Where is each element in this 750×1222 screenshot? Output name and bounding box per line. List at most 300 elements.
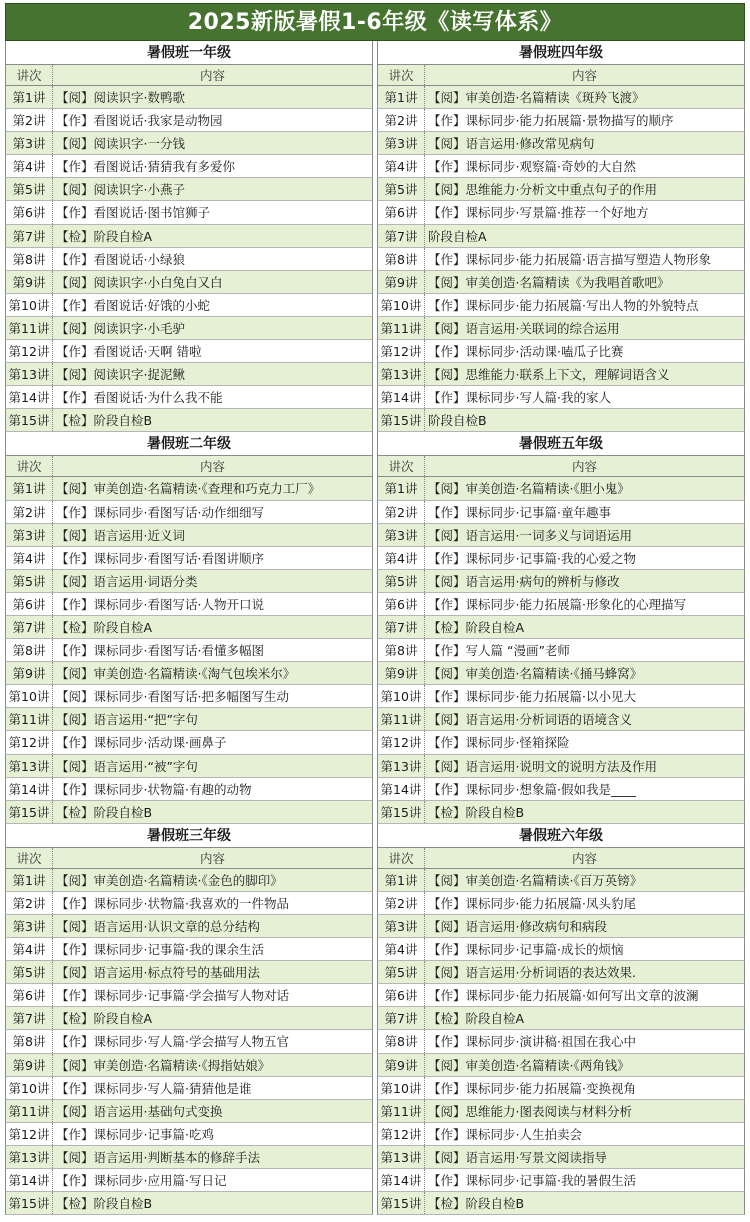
lecture-content: 【作】课标同步·活动课·嗑瓜子比赛 bbox=[428, 344, 624, 360]
lecture-content: 【作】看图说话·猜猜我有多爱你 bbox=[56, 159, 235, 175]
lecture-content: 【阅】语言运用·“被”字句 bbox=[56, 758, 198, 774]
table-row bbox=[377, 570, 745, 593]
lecture-content: 【阅】语言运用·认识文章的总分结构 bbox=[56, 919, 260, 934]
table-row bbox=[377, 524, 745, 547]
table-row bbox=[5, 409, 373, 432]
table-row bbox=[377, 938, 745, 961]
lecture-content: 【作】看图说话·好饿的小蛇 bbox=[56, 297, 210, 313]
table-row bbox=[377, 363, 745, 386]
header-content: 内容 bbox=[571, 68, 597, 83]
lecture-number: 第9讲 bbox=[6, 271, 53, 293]
table-row bbox=[5, 892, 373, 915]
table-row bbox=[377, 317, 745, 340]
table-body bbox=[5, 869, 373, 1215]
lecture-content: 【作】课标同步·记事篇·童年趣事 bbox=[428, 504, 611, 520]
lecture-number: 第7讲 bbox=[6, 1007, 53, 1029]
table-header bbox=[377, 848, 745, 869]
table-row bbox=[5, 662, 373, 685]
lecture-number: 第12讲 bbox=[6, 1123, 53, 1145]
table-row bbox=[5, 248, 373, 271]
lecture-number: 第10讲 bbox=[378, 1077, 425, 1099]
curriculum-grid bbox=[5, 41, 745, 1215]
table-row bbox=[377, 616, 745, 639]
lecture-number: 第6讲 bbox=[6, 593, 53, 615]
lecture-content: 【阅】审美创造·名篇精读《斑羚飞渡》 bbox=[428, 90, 645, 105]
lecture-content: 【检】阶段自检B bbox=[428, 804, 525, 820]
table-row bbox=[377, 1100, 745, 1123]
table-row bbox=[5, 570, 373, 593]
table-row bbox=[377, 271, 745, 294]
lecture-content: 【作】看图说话·我家是动物园 bbox=[56, 113, 223, 129]
lecture-content: 【作】课标同步·写人篇·我的家人 bbox=[428, 390, 611, 406]
table-row bbox=[377, 639, 745, 662]
grade-title: 暑假班六年级 bbox=[377, 824, 745, 848]
lecture-content: 【作】看图说话·图书馆狮子 bbox=[56, 205, 210, 221]
lecture-content: 【阅】语言运用·分析词语的语境含义 bbox=[428, 712, 632, 728]
lecture-content: 【作】课标同步·想象篇·假如我是____ bbox=[428, 781, 636, 797]
lecture-number: 第6讲 bbox=[378, 201, 425, 223]
lecture-number: 第9讲 bbox=[6, 1054, 53, 1076]
lecture-content: 【阅】语言运用·标点符号的基础用法 bbox=[56, 965, 260, 981]
lecture-number: 第3讲 bbox=[6, 132, 53, 154]
lecture-number: 第2讲 bbox=[6, 109, 53, 131]
table-row bbox=[5, 1123, 373, 1146]
lecture-number: 第5讲 bbox=[378, 570, 425, 592]
lecture-content: 【检】阶段自检A bbox=[56, 619, 153, 635]
lecture-number: 第6讲 bbox=[378, 984, 425, 1006]
lecture-content: 【作】课标同步·活动课·画鼻子 bbox=[56, 735, 227, 751]
table-row bbox=[377, 685, 745, 708]
table-row bbox=[377, 892, 745, 915]
lecture-content: 【阅】语言运用·修改病句和病段 bbox=[428, 919, 607, 934]
lecture-number: 第8讲 bbox=[6, 248, 53, 270]
table-row bbox=[5, 731, 373, 754]
lecture-content: 【阅】语言运用·一词多义与词语运用 bbox=[428, 527, 632, 543]
table-row bbox=[5, 86, 373, 109]
header-content: 内容 bbox=[571, 459, 597, 475]
lecture-content: 【阅】阅读识字·小白兔白又白 bbox=[56, 274, 223, 290]
lecture-number: 第6讲 bbox=[378, 593, 425, 615]
lecture-content: 【检】阶段自检A bbox=[56, 228, 153, 244]
lecture-content: 【阅】思维能力·分析文中重点句子的作用 bbox=[428, 182, 657, 198]
lecture-number: 第13讲 bbox=[6, 755, 53, 777]
lecture-number: 第1讲 bbox=[378, 869, 425, 891]
table-row bbox=[377, 984, 745, 1007]
table-row bbox=[5, 1146, 373, 1169]
lecture-content: 【作】课标同步·记事篇·成长的烦恼 bbox=[428, 942, 624, 958]
lecture-number: 第4讲 bbox=[378, 547, 425, 569]
lecture-number: 第13讲 bbox=[6, 1146, 53, 1168]
lecture-content: 【作】看图说话·小绿狼 bbox=[56, 251, 185, 267]
lecture-number: 第5讲 bbox=[378, 178, 425, 200]
table-row bbox=[377, 1054, 745, 1077]
header-lecture: 讲次 bbox=[6, 65, 53, 85]
table-body bbox=[377, 869, 745, 1215]
lecture-number: 第3讲 bbox=[378, 915, 425, 937]
table-row bbox=[5, 317, 373, 340]
page-title: 2025新版暑假1-6年级《读写体系》 bbox=[5, 3, 745, 41]
lecture-number: 第4讲 bbox=[6, 155, 53, 177]
right-column bbox=[377, 41, 745, 1215]
lecture-number: 第7讲 bbox=[6, 616, 53, 638]
lecture-number: 第7讲 bbox=[378, 616, 425, 638]
header-lecture: 讲次 bbox=[6, 848, 53, 868]
table-row bbox=[377, 1007, 745, 1030]
table-row bbox=[5, 961, 373, 984]
table-row bbox=[377, 340, 745, 363]
lecture-number: 第11讲 bbox=[378, 708, 425, 730]
lecture-content: 【阅】审美创造·名篇精读·《胆小鬼》 bbox=[428, 481, 630, 497]
lecture-content: 【作】课标同步·写景篇·推荐一个好地方 bbox=[428, 205, 649, 221]
lecture-number: 第2讲 bbox=[6, 501, 53, 523]
lecture-content: 【作】课标同步·记事篇·我的课余生活 bbox=[56, 942, 264, 958]
lecture-content: 【阅】语言运用·词语分类 bbox=[56, 573, 198, 589]
lecture-content: 【阅】审美创造·名篇精读·《金色的脚印》 bbox=[56, 872, 283, 888]
lecture-content: 【阅】思维能力·图表阅读与材料分析 bbox=[428, 1103, 632, 1119]
lecture-content: 【作】课标同步·能力拓展篇·如何写出文章的波澜 bbox=[428, 988, 699, 1004]
lecture-number: 第8讲 bbox=[378, 248, 425, 270]
lecture-number: 第1讲 bbox=[378, 86, 425, 108]
table-row bbox=[5, 363, 373, 386]
lecture-number: 第7讲 bbox=[6, 225, 53, 247]
table-header bbox=[377, 65, 745, 86]
lecture-content: 【检】阶段自检B bbox=[56, 804, 153, 820]
table-row bbox=[377, 915, 745, 938]
lecture-content: 【作】课标同步·记事篇·我的暑假生活 bbox=[428, 1173, 636, 1189]
lecture-content: 【阅】审美创造·名篇精读·《淘气包埃米尔》 bbox=[56, 666, 296, 682]
lecture-content: 阶段自检A bbox=[428, 228, 487, 244]
table-row bbox=[5, 1169, 373, 1192]
table-row bbox=[5, 984, 373, 1007]
table-row bbox=[5, 155, 373, 178]
lecture-number: 第5讲 bbox=[378, 961, 425, 983]
lecture-content: 【作】课标同步·记事篇·我的心爱之物 bbox=[428, 550, 636, 566]
table-row bbox=[5, 938, 373, 961]
lecture-number: 第11讲 bbox=[6, 708, 53, 730]
table-row bbox=[377, 86, 745, 109]
table-row bbox=[377, 1169, 745, 1192]
lecture-number: 第14讲 bbox=[6, 778, 53, 800]
lecture-content: 【阅】阅读识字·小燕子 bbox=[56, 182, 185, 198]
lecture-number: 第4讲 bbox=[378, 155, 425, 177]
lecture-number: 第15讲 bbox=[6, 801, 53, 823]
lecture-number: 第1讲 bbox=[6, 869, 53, 891]
grade-title: 暑假班四年级 bbox=[377, 41, 745, 65]
lecture-number: 第13讲 bbox=[378, 755, 425, 777]
table-row bbox=[377, 1123, 745, 1146]
lecture-number: 第8讲 bbox=[378, 1030, 425, 1052]
header-content: 内容 bbox=[571, 850, 597, 866]
table-body bbox=[377, 86, 745, 432]
lecture-number: 第11讲 bbox=[378, 317, 425, 339]
lecture-content: 【作】课标同步·写人篇·学会描写人物五官 bbox=[56, 1034, 289, 1050]
table-row bbox=[5, 915, 373, 938]
table-row bbox=[377, 294, 745, 317]
lecture-content: 阶段自检B bbox=[428, 413, 487, 429]
table-row bbox=[377, 731, 745, 754]
grade-title: 暑假班五年级 bbox=[377, 432, 745, 456]
lecture-number: 第5讲 bbox=[6, 570, 53, 592]
table-row bbox=[377, 961, 745, 984]
lecture-content: 【作】课标同步·能力拓展篇·景物描写的顺序 bbox=[428, 113, 674, 129]
table-row bbox=[377, 708, 745, 731]
lecture-number: 第6讲 bbox=[6, 201, 53, 223]
lecture-content: 【阅】语言运用·判断基本的修辞手法 bbox=[56, 1149, 260, 1165]
lecture-content: 【阅】语言运用·病句的辨析与修改 bbox=[428, 573, 620, 589]
table-row bbox=[377, 801, 745, 824]
lecture-content: 【阅】思维能力·联系上下文，理解词语含义 bbox=[428, 367, 670, 383]
lecture-content: 【阅】阅读识字·捉泥鳅 bbox=[56, 367, 185, 383]
table-row bbox=[377, 1077, 745, 1100]
lecture-content: 【作】写人篇 “漫画”老师 bbox=[428, 643, 570, 659]
lecture-content: 【阅】阅读识字·小毛驴 bbox=[56, 320, 185, 336]
header-lecture: 讲次 bbox=[378, 848, 425, 868]
lecture-number: 第4讲 bbox=[378, 938, 425, 960]
lecture-number: 第12讲 bbox=[6, 340, 53, 362]
lecture-content: 【阅】阅读识字·一分钱 bbox=[56, 136, 185, 152]
lecture-content: 【检】阶段自检A bbox=[428, 619, 525, 635]
lecture-content: 【阅】语言运用·基础句式变换 bbox=[56, 1103, 223, 1119]
grade-section bbox=[5, 41, 373, 432]
table-row bbox=[377, 201, 745, 224]
lecture-number: 第2讲 bbox=[378, 892, 425, 914]
table-row bbox=[5, 294, 373, 317]
table-row bbox=[377, 155, 745, 178]
table-row bbox=[377, 869, 745, 892]
lecture-number: 第3讲 bbox=[378, 524, 425, 546]
table-row bbox=[5, 547, 373, 570]
lecture-number: 第14讲 bbox=[6, 386, 53, 408]
lecture-number: 第1讲 bbox=[6, 86, 53, 108]
grade-section bbox=[377, 41, 745, 432]
grade-section bbox=[377, 432, 745, 823]
lecture-number: 第8讲 bbox=[378, 639, 425, 661]
table-row bbox=[5, 524, 373, 547]
lecture-number: 第14讲 bbox=[378, 1169, 425, 1191]
lecture-content: 【作】课标同步·能力拓展篇·以小见大 bbox=[428, 689, 636, 705]
lecture-number: 第10讲 bbox=[6, 294, 53, 316]
table-row bbox=[5, 271, 373, 294]
table-row bbox=[377, 225, 745, 248]
lecture-number: 第15讲 bbox=[378, 801, 425, 823]
lecture-number: 第3讲 bbox=[6, 524, 53, 546]
table-row bbox=[5, 755, 373, 778]
lecture-content: 【作】课标同步·状物篇·我喜欢的一件物品 bbox=[56, 895, 289, 911]
grade-section bbox=[5, 824, 373, 1215]
table-header bbox=[5, 848, 373, 869]
table-row bbox=[5, 1007, 373, 1030]
table-row bbox=[5, 869, 373, 892]
table-row bbox=[5, 1054, 373, 1077]
lecture-number: 第11讲 bbox=[378, 1100, 425, 1122]
table-row bbox=[5, 109, 373, 132]
table-row bbox=[5, 477, 373, 500]
table-row bbox=[5, 1030, 373, 1053]
table-row bbox=[377, 477, 745, 500]
lecture-number: 第9讲 bbox=[378, 271, 425, 293]
table-row bbox=[377, 1146, 745, 1169]
lecture-content: 【作】课标同步·看图写话·人物开口说 bbox=[56, 596, 264, 612]
table-body bbox=[377, 477, 745, 823]
lecture-number: 第2讲 bbox=[378, 501, 425, 523]
lecture-number: 第14讲 bbox=[6, 1169, 53, 1191]
table-row bbox=[5, 778, 373, 801]
table-body bbox=[5, 86, 373, 432]
lecture-number: 第4讲 bbox=[6, 547, 53, 569]
header-content: 内容 bbox=[199, 68, 225, 83]
table-row bbox=[377, 547, 745, 570]
lecture-number: 第13讲 bbox=[378, 1146, 425, 1168]
table-row bbox=[377, 501, 745, 524]
table-row bbox=[5, 708, 373, 731]
table-row bbox=[377, 248, 745, 271]
lecture-number: 第2讲 bbox=[6, 892, 53, 914]
lecture-number: 第14讲 bbox=[378, 386, 425, 408]
lecture-number: 第8讲 bbox=[6, 639, 53, 661]
lecture-content: 【作】课标同步·人生拍卖会 bbox=[428, 1126, 582, 1142]
table-body bbox=[5, 477, 373, 823]
lecture-content: 【作】课标同步·能力拓展篇·语言描写塑造人物形象 bbox=[428, 251, 711, 267]
lecture-number: 第15讲 bbox=[378, 409, 425, 431]
lecture-content: 【作】课标同步·演讲稿·祖国在我心中 bbox=[428, 1034, 636, 1050]
lecture-number: 第10讲 bbox=[6, 1077, 53, 1099]
table-row bbox=[5, 593, 373, 616]
table-row bbox=[377, 1030, 745, 1053]
lecture-number: 第8讲 bbox=[6, 1030, 53, 1052]
lecture-content: 【检】阶段自检B bbox=[428, 1196, 525, 1212]
lecture-number: 第12讲 bbox=[6, 731, 53, 753]
lecture-number: 第11讲 bbox=[6, 1100, 53, 1122]
lecture-content: 【作】课标同步·能力拓展篇·写出人物的外貌特点 bbox=[428, 297, 699, 313]
table-row bbox=[377, 132, 745, 155]
lecture-content: 【作】课标同步·看图写话·看懂多幅图 bbox=[56, 643, 264, 659]
table-row bbox=[377, 1192, 745, 1215]
lecture-content: 【阅】课标同步·看图写话·把多幅图写生动 bbox=[56, 689, 289, 705]
table-header bbox=[377, 456, 745, 477]
lecture-number: 第13讲 bbox=[378, 363, 425, 385]
lecture-number: 第9讲 bbox=[6, 662, 53, 684]
lecture-content: 【阅】语言运用·分析词语的表达效果. bbox=[428, 965, 636, 981]
grade-section bbox=[377, 824, 745, 1215]
table-header bbox=[5, 65, 373, 86]
lecture-content: 【作】课标同步·状物篇·有趣的动物 bbox=[56, 781, 252, 797]
lecture-number: 第7讲 bbox=[378, 225, 425, 247]
table-row bbox=[377, 409, 745, 432]
grade-title: 暑假班一年级 bbox=[5, 41, 373, 65]
lecture-content: 【阅】语言运用·说明文的说明方法及作用 bbox=[428, 758, 657, 774]
table-header bbox=[5, 456, 373, 477]
header-lecture: 讲次 bbox=[6, 456, 53, 476]
lecture-number: 第1讲 bbox=[6, 477, 53, 499]
grade-title: 暑假班三年级 bbox=[5, 824, 373, 848]
table-row bbox=[5, 1077, 373, 1100]
lecture-content: 【作】课标同步·记事篇·吃鸡 bbox=[56, 1126, 214, 1142]
lecture-number: 第10讲 bbox=[378, 294, 425, 316]
lecture-content: 【作】课标同步·能力拓展篇·形象化的心理描写 bbox=[428, 596, 686, 612]
curriculum-page bbox=[5, 3, 745, 1219]
lecture-content: 【阅】语言运用·关联词的综合运用 bbox=[428, 320, 620, 336]
lecture-number: 第11讲 bbox=[6, 317, 53, 339]
table-row bbox=[5, 225, 373, 248]
lecture-content: 【检】阶段自检B bbox=[56, 1196, 153, 1212]
table-row bbox=[377, 778, 745, 801]
table-row bbox=[377, 755, 745, 778]
lecture-content: 【作】看图说话·为什么我不能 bbox=[56, 390, 223, 406]
table-row bbox=[5, 201, 373, 224]
left-column bbox=[5, 41, 373, 1215]
lecture-number: 第6讲 bbox=[6, 984, 53, 1006]
lecture-number: 第10讲 bbox=[6, 685, 53, 707]
lecture-number: 第12讲 bbox=[378, 1123, 425, 1145]
lecture-number: 第12讲 bbox=[378, 340, 425, 362]
lecture-content: 【作】课标同步·怪箱探险 bbox=[428, 735, 570, 751]
lecture-content: 【作】课标同步·记事篇·学会描写人物对话 bbox=[56, 988, 289, 1004]
header-content: 内容 bbox=[199, 850, 225, 866]
lecture-number: 第15讲 bbox=[378, 1192, 425, 1214]
lecture-content: 【阅】审美创造·名篇精读·《两角钱》 bbox=[428, 1057, 630, 1073]
lecture-content: 【阅】语言运用·“把”字句 bbox=[56, 712, 198, 728]
lecture-content: 【作】课标同步·看图写话·动作细细写 bbox=[56, 504, 264, 520]
lecture-content: 【作】看图说话·天啊 错啦 bbox=[56, 344, 202, 360]
lecture-content: 【检】阶段自检B bbox=[56, 413, 153, 429]
lecture-number: 第12讲 bbox=[378, 731, 425, 753]
table-row bbox=[377, 109, 745, 132]
table-row bbox=[377, 662, 745, 685]
lecture-content: 【阅】阅读识字·数鸭歌 bbox=[56, 90, 185, 105]
lecture-number: 第9讲 bbox=[378, 662, 425, 684]
lecture-content: 【作】课标同步·看图写话·看图讲顺序 bbox=[56, 550, 264, 566]
lecture-number: 第2讲 bbox=[378, 109, 425, 131]
lecture-content: 【阅】语言运用·近义词 bbox=[56, 527, 185, 543]
table-row bbox=[377, 178, 745, 201]
table-row bbox=[377, 386, 745, 409]
lecture-content: 【阅】审美创造·名篇精读·《捅马蜂窝》 bbox=[428, 666, 643, 682]
header-content: 内容 bbox=[199, 459, 225, 475]
lecture-content: 【作】课标同步·能力拓展篇·凤头豹尾 bbox=[428, 895, 636, 911]
lecture-number: 第4讲 bbox=[6, 938, 53, 960]
table-row bbox=[5, 639, 373, 662]
table-row bbox=[5, 801, 373, 824]
lecture-content: 【阅】审美创造·名篇精读·《查理和巧克力工厂》 bbox=[56, 481, 321, 497]
table-row bbox=[5, 685, 373, 708]
lecture-content: 【检】阶段自检A bbox=[428, 1011, 525, 1027]
lecture-content: 【阅】语言运用·修改常见病句 bbox=[428, 136, 595, 152]
lecture-number: 第3讲 bbox=[6, 915, 53, 937]
lecture-number: 第14讲 bbox=[378, 778, 425, 800]
table-row bbox=[5, 340, 373, 363]
header-lecture: 讲次 bbox=[378, 456, 425, 476]
table-row bbox=[5, 386, 373, 409]
lecture-content: 【阅】审美创造·名篇精读·《百万英镑》 bbox=[428, 872, 643, 888]
table-row bbox=[5, 1100, 373, 1123]
lecture-number: 第7讲 bbox=[378, 1007, 425, 1029]
lecture-number: 第5讲 bbox=[6, 178, 53, 200]
lecture-number: 第3讲 bbox=[378, 132, 425, 154]
lecture-number: 第5讲 bbox=[6, 961, 53, 983]
lecture-content: 【阅】审美创造·名篇精读《为我唱首歌吧》 bbox=[428, 274, 670, 290]
header-lecture: 讲次 bbox=[378, 65, 425, 85]
lecture-number: 第10讲 bbox=[378, 685, 425, 707]
grade-section bbox=[5, 432, 373, 823]
table-row bbox=[5, 501, 373, 524]
lecture-content: 【检】阶段自检A bbox=[56, 1011, 153, 1027]
table-row bbox=[5, 1192, 373, 1215]
lecture-content: 【作】课标同步·写人篇·猜猜他是谁 bbox=[56, 1080, 252, 1096]
lecture-number: 第9讲 bbox=[378, 1054, 425, 1076]
table-row bbox=[5, 132, 373, 155]
lecture-number: 第15讲 bbox=[6, 1192, 53, 1214]
lecture-number: 第15讲 bbox=[6, 409, 53, 431]
